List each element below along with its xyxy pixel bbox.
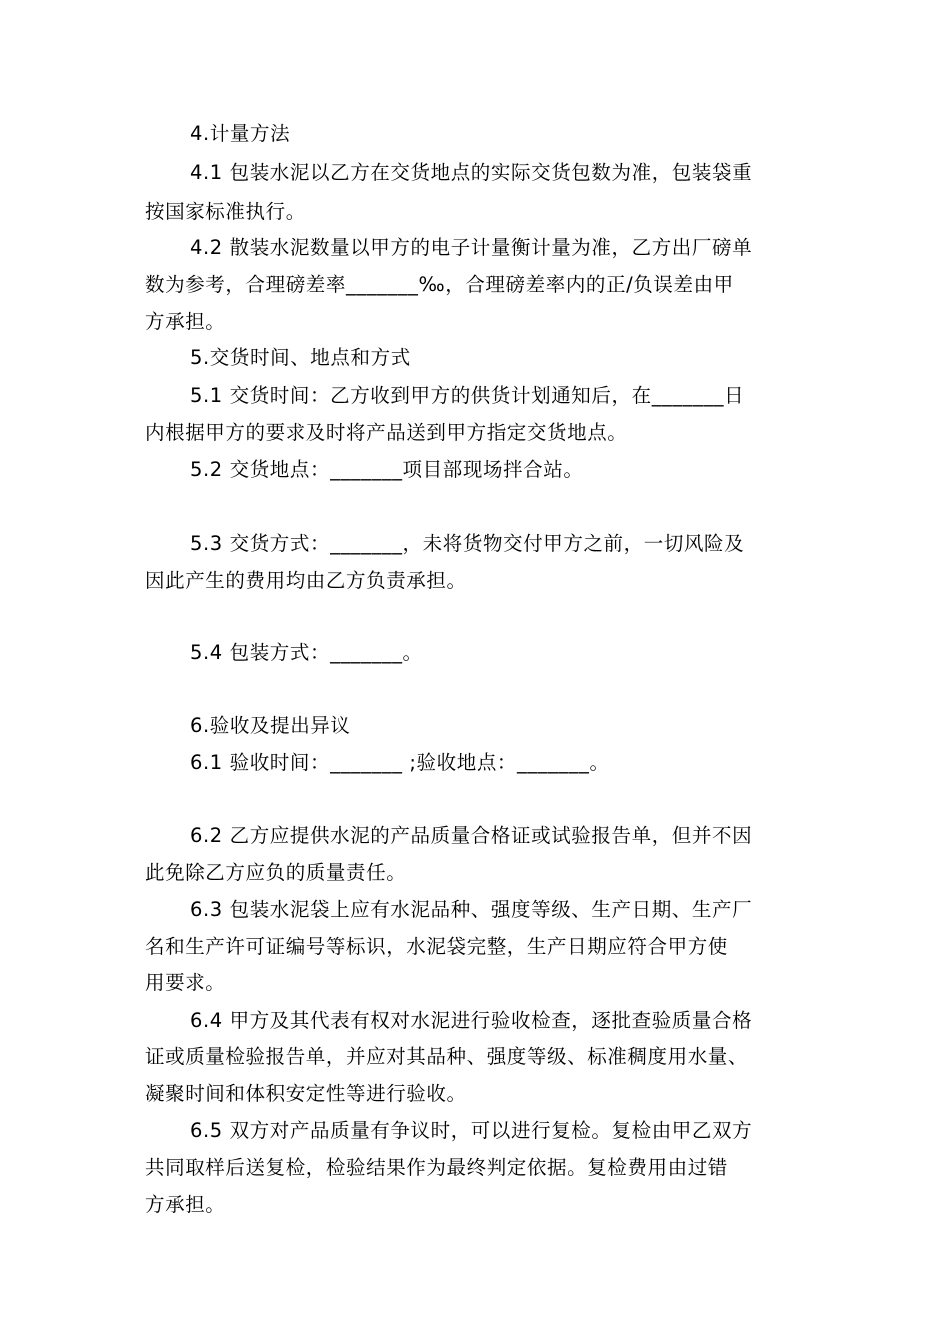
clause-6-2-line-2: 此免除乙方应负的质量责任。 xyxy=(145,861,407,884)
clause-4-2-line-2: 数为参考，合理磅差率_______‰，合理磅差率内的正/负误差由甲 xyxy=(145,273,734,296)
clause-5-2: 5.2 交货地点：_______项目部现场拌合站。 xyxy=(190,458,584,481)
clause-5-1-line-2: 内根据甲方的要求及时将产品送到甲方指定交货地点。 xyxy=(145,421,628,444)
clause-5-4: 5.4 包装方式：_______。 xyxy=(190,641,423,664)
clause-6-1: 6.1 验收时间：_______ ;验收地点：_______。 xyxy=(190,751,610,774)
clause-5-1-line-1: 5.1 交货时间：乙方收到甲方的供货计划通知后，在_______日 xyxy=(190,384,745,407)
clause-6-4-line-3: 凝聚时间和体积安定性等进行验收。 xyxy=(145,1082,467,1105)
clause-4-1-line-2: 按国家标准执行。 xyxy=(145,200,306,223)
clause-6-3-line-1: 6.3 包装水泥袋上应有水泥品种、强度等级、生产日期、生产厂 xyxy=(190,898,753,921)
clause-4-2-line-1: 4.2 散装水泥数量以甲方的电子计量衡计量为准，乙方出厂磅单 xyxy=(190,236,753,259)
clause-5-3-line-1: 5.3 交货方式：_______，未将货物交付甲方之前，一切风险及 xyxy=(190,532,745,555)
clause-6-5-line-2: 共同取样后送复检，检验结果作为最终判定依据。复检费用由过错 xyxy=(145,1156,728,1179)
section-5-heading: 5.交货时间、地点和方式 xyxy=(190,346,411,369)
clause-4-1-line-1: 4.1 包装水泥以乙方在交货地点的实际交货包数为准，包装袋重 xyxy=(190,161,753,184)
clause-6-3-line-2: 名和生产许可证编号等标识，水泥袋完整，生产日期应符合甲方使 xyxy=(145,935,728,958)
clause-6-4-line-1: 6.4 甲方及其代表有权对水泥进行验收检查，逐批查验质量合格 xyxy=(190,1009,753,1032)
section-4-heading: 4.计量方法 xyxy=(190,122,291,145)
section-6-heading: 6.验收及提出异议 xyxy=(190,714,351,737)
clause-4-2-line-3: 方承担。 xyxy=(145,310,226,333)
clause-6-2-line-1: 6.2 乙方应提供水泥的产品质量合格证或试验报告单，但并不因 xyxy=(190,824,753,847)
clause-5-3-line-2: 因此产生的费用均由乙方负责承担。 xyxy=(145,569,467,592)
clause-6-5-line-3: 方承担。 xyxy=(145,1193,226,1216)
clause-6-5-line-1: 6.5 双方对产品质量有争议时，可以进行复检。复检由甲乙双方 xyxy=(190,1119,753,1142)
clause-6-3-line-3: 用要求。 xyxy=(145,971,226,994)
clause-6-4-line-2: 证或质量检验报告单，并应对其品种、强度等级、标准稠度用水量、 xyxy=(145,1045,749,1068)
